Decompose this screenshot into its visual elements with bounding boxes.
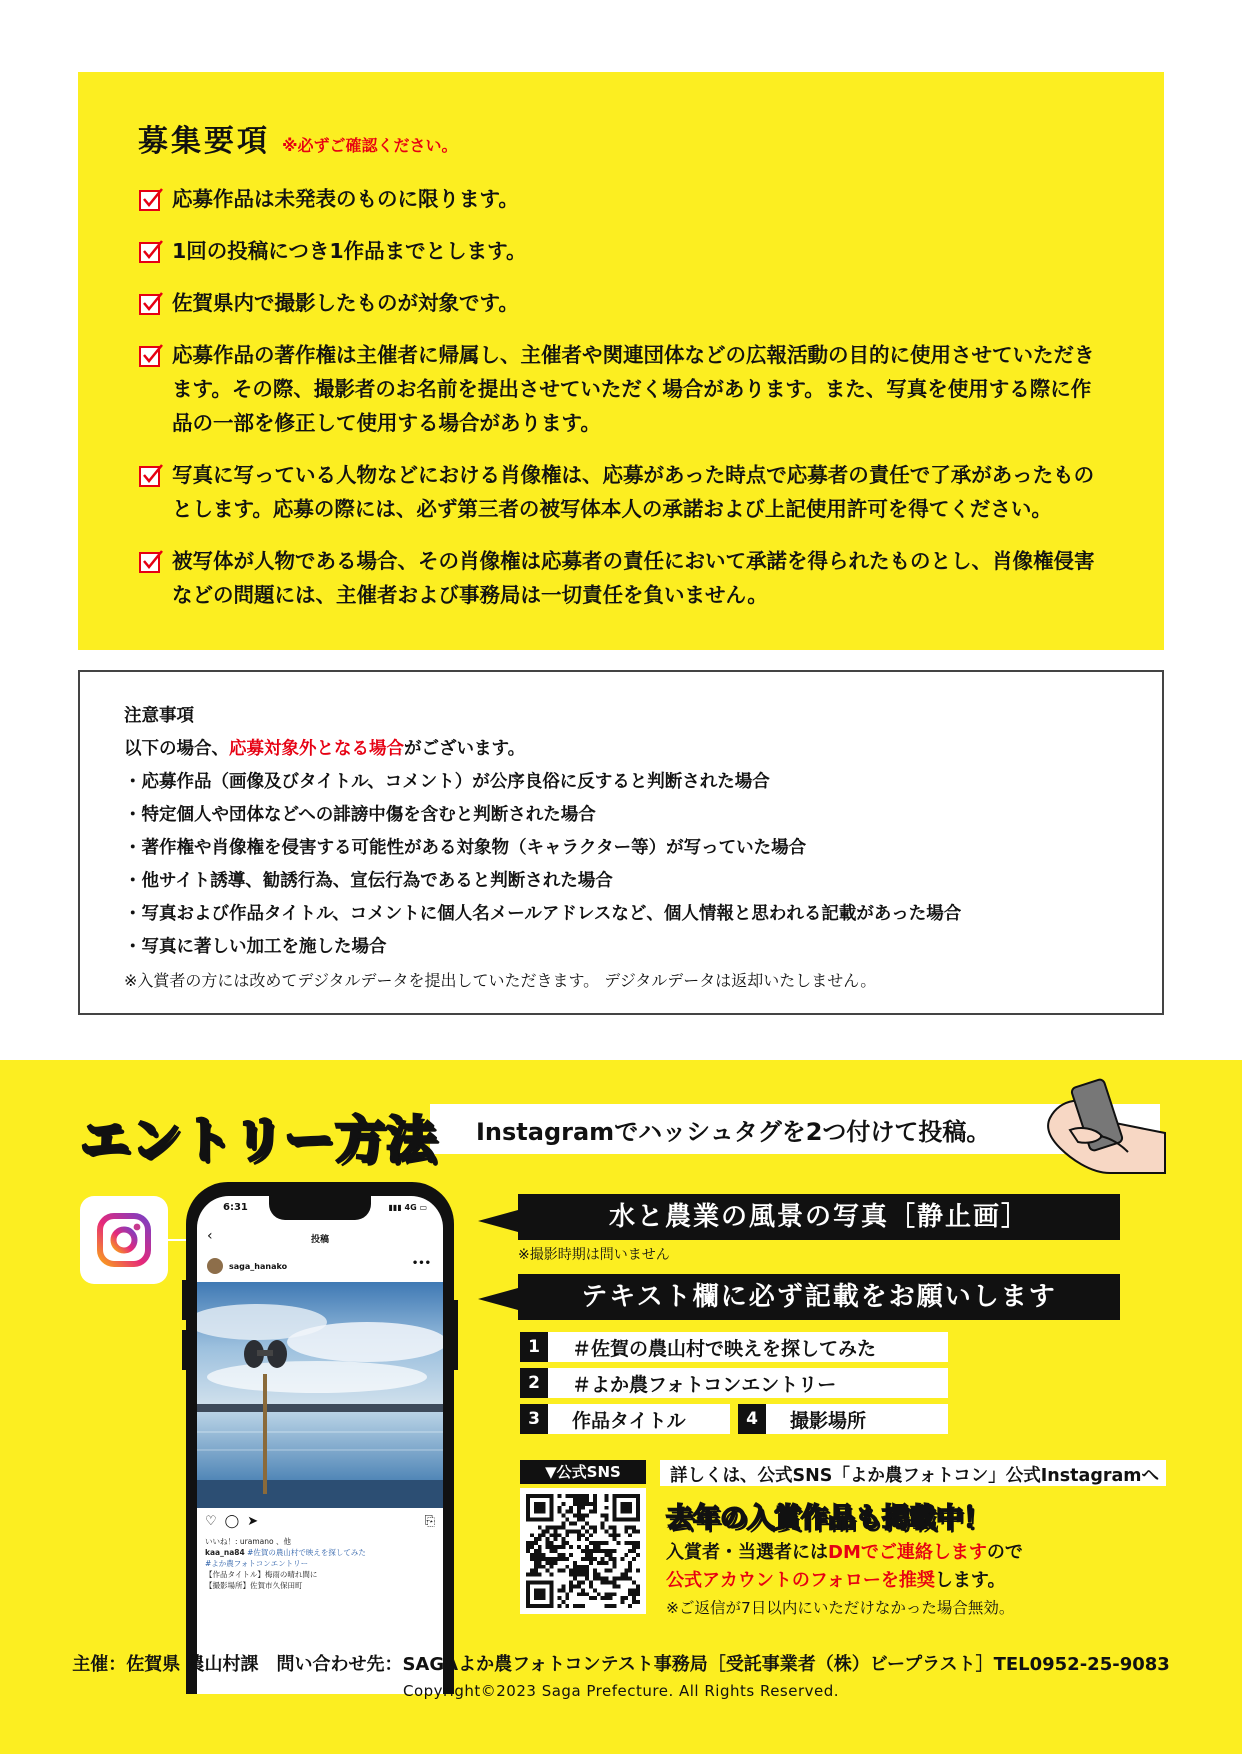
note-item: ・写真に著しい加工を施した場合 xyxy=(124,937,387,957)
note-item: ・著作権や肖像権を侵害する可能性がある対象物（キャラクター等）が写っていた場合 xyxy=(124,838,807,858)
post-header: 投稿 xyxy=(310,1235,329,1245)
entry-item xyxy=(520,1404,730,1434)
official-sns-label: ▼公式SNS xyxy=(520,1460,646,1484)
post-caption-line1 xyxy=(205,1547,366,1558)
notes-intro-post: がございます。 xyxy=(404,739,526,759)
entry-item-text: 作品タイトル xyxy=(572,1409,686,1432)
dm-notice xyxy=(666,1538,1023,1564)
requirement-item xyxy=(138,458,1104,526)
check-icon xyxy=(138,186,164,212)
phone-screen xyxy=(197,1196,443,1694)
copyright: Copyright©2023 Saga Prefecture. All Rights Reserved. xyxy=(402,1682,840,1700)
more-icon[interactable]: ••• xyxy=(411,1258,431,1269)
requirement-text: 1回の投稿につき1作品までとします。 xyxy=(172,239,527,263)
entry-item xyxy=(520,1332,948,1362)
instagram-tile[interactable] xyxy=(80,1196,168,1284)
requirements-section xyxy=(78,72,1164,650)
note-item: ・応募作品（画像及びタイトル、コメント）が公序良俗に反すると判断された場合 xyxy=(124,772,770,792)
instagram-icon xyxy=(95,1211,153,1269)
requirements-list xyxy=(138,182,1104,612)
requirement-item xyxy=(138,286,1104,320)
requirement-text: 応募作品は未発表のものに限ります。 xyxy=(172,187,519,211)
post-likes: いいね！: uramano 、他 xyxy=(205,1537,291,1546)
phone-side-button xyxy=(454,1300,458,1370)
post-actions xyxy=(205,1514,435,1529)
caption-tag[interactable]: #よか農フォトコンエントリー xyxy=(205,1559,309,1568)
hand-phone-illustration xyxy=(1040,1078,1170,1178)
heart-icon[interactable]: ♡ xyxy=(205,1514,217,1529)
past-winners-heading: 去年の入賞作品も掲載中！ xyxy=(666,1503,990,1534)
follow-post: します。 xyxy=(934,1570,1006,1591)
check-icon xyxy=(138,238,164,264)
post-photo xyxy=(197,1282,443,1508)
post-username: saga_hanako xyxy=(229,1261,288,1271)
notes-title: 注意事項 xyxy=(124,706,194,726)
caption-tag[interactable]: #佐賀の農山村で映えを探してみた xyxy=(247,1548,366,1557)
entry-section xyxy=(0,1060,1242,1754)
requirement-text: 写真に写っている人物などにおける肖像権は、応募があった時点で応募者の責任で了承があったものとします。応募の際には、必ず第三者の被写体本人の承諾および上記使用許可を得てください。 xyxy=(172,463,1095,521)
follow-notice xyxy=(666,1566,1005,1592)
notes-list xyxy=(124,766,1122,964)
qr-code[interactable] xyxy=(520,1488,646,1614)
check-icon xyxy=(138,548,164,574)
share-icon[interactable]: ➤ xyxy=(247,1514,259,1529)
note-item: ・写真および作品タイトル、コメントに個人名メールアドレスなど、個人情報と思われる記載があった場合 xyxy=(124,904,962,924)
requirement-text: 佐賀県内で撮影したものが対象です。 xyxy=(172,291,519,315)
check-icon xyxy=(138,290,164,316)
qr-code-graphic xyxy=(526,1494,640,1608)
avatar xyxy=(207,1258,223,1274)
post-caption xyxy=(205,1536,366,1591)
requirement-text: 応募作品の著作権は主催者に帰属し、主催者や関連団体などの広報活動の目的に使用させていただきます。その際、撮影者のお名前を提出させていただく場合があります。また、写真を使用する際に作品の一部を修正して使用する場合があります。 xyxy=(172,343,1095,435)
entry-item-text: 撮影場所 xyxy=(790,1409,867,1432)
entry-item xyxy=(738,1404,948,1434)
entry-item-number: 2 xyxy=(520,1368,548,1398)
notes-intro xyxy=(124,733,1122,766)
caption-user: kaa_na84 xyxy=(205,1548,245,1557)
entry-item xyxy=(520,1368,948,1398)
status-signal: ▮▮▮ 4G ▭ xyxy=(388,1203,427,1212)
notes-footnote: ※入賞者の方には改めてデジタルデータを提出していただきます。 デジタルデータは返却いたしません。 xyxy=(124,971,877,990)
note-item: ・特定個人や団体などへの誹謗中傷を含むと判断された場合 xyxy=(124,805,596,825)
entry-item-number: 3 xyxy=(520,1404,548,1434)
callout-arrow xyxy=(478,1210,518,1232)
caption-line: 【作品タイトル】梅雨の晴れ間に xyxy=(205,1570,318,1579)
requirement-item xyxy=(138,182,1104,216)
dm-post: ので xyxy=(986,1542,1023,1563)
note-item: ・他サイト誘導、勧誘行為、宣伝行為であると判断された場合 xyxy=(124,871,613,891)
comment-icon[interactable]: ◯ xyxy=(224,1514,240,1529)
entry-subheading: Instagramでハッシュタグを2つ付けて投稿。 xyxy=(476,1118,991,1146)
organizer-info: 主催：佐賀県 農山村課 問い合わせ先：SAGAよか農フォトコンテスト事務局［受託事業者（株）ビープラスト］TEL0952-25-9083 xyxy=(72,1654,1170,1675)
photo-requirement-note: ※撮影時期は問いません xyxy=(518,1247,670,1263)
requirements-heading xyxy=(138,116,1104,160)
requirement-item xyxy=(138,338,1104,440)
notes-intro-pre: 以下の場合、 xyxy=(124,739,229,759)
entry-item-number: 1 xyxy=(520,1332,548,1362)
more-info-text: 詳しくは、公式SNS「よか農フォトコン」公式Instagramへ xyxy=(670,1466,1160,1486)
entry-heading: エントリー方法 xyxy=(80,1111,437,1169)
notes-section xyxy=(78,670,1164,1015)
dm-red: DMでご連絡します xyxy=(828,1542,987,1563)
check-icon xyxy=(138,342,164,368)
entry-item-text: ＃よか農フォトコンエントリー xyxy=(572,1373,837,1396)
photo-requirement-callout: 水と農業の風景の写真［静止画］ xyxy=(518,1194,1120,1240)
entry-item-number: 4 xyxy=(738,1404,766,1434)
requirements-title: 募集要項 xyxy=(138,124,270,159)
phone-notch xyxy=(269,1196,371,1220)
requirement-item xyxy=(138,234,1104,268)
entry-item-text: ＃佐賀の農山村で映えを探してみた xyxy=(572,1337,877,1360)
status-signal-text: 4G xyxy=(404,1203,417,1212)
follow-red: 公式アカウントのフォローを推奨 xyxy=(666,1570,935,1591)
requirement-text: 被写体が人物である場合、その肖像権は応募者の責任において承諾を得られたものとし、肖像権侵害などの問題には、主催者および事務局は一切責任を負いません。 xyxy=(172,549,1095,607)
requirements-note: ※必ずご確認ください。 xyxy=(282,136,458,155)
text-requirement-callout: テキスト欄に必ず記載をお願いします xyxy=(518,1274,1120,1320)
caption-line: 【撮影場所】佐賀市久保田町 xyxy=(205,1581,303,1590)
back-icon[interactable]: ‹ xyxy=(207,1228,213,1244)
bookmark-icon[interactable]: ⎘ xyxy=(424,1514,435,1529)
post-profile[interactable] xyxy=(207,1258,287,1274)
status-time: 6:31 xyxy=(223,1202,248,1213)
requirement-item xyxy=(138,544,1104,612)
phone-mockup xyxy=(186,1182,454,1694)
notes-intro-red: 応募対象外となる場合 xyxy=(229,739,404,759)
dm-pre: 入賞者・当選者には xyxy=(666,1542,828,1563)
check-icon xyxy=(138,462,164,488)
callout-arrow xyxy=(478,1288,518,1310)
reply-note: ※ご返信が7日以内にいただけなかった場合無効。 xyxy=(666,1599,1015,1617)
